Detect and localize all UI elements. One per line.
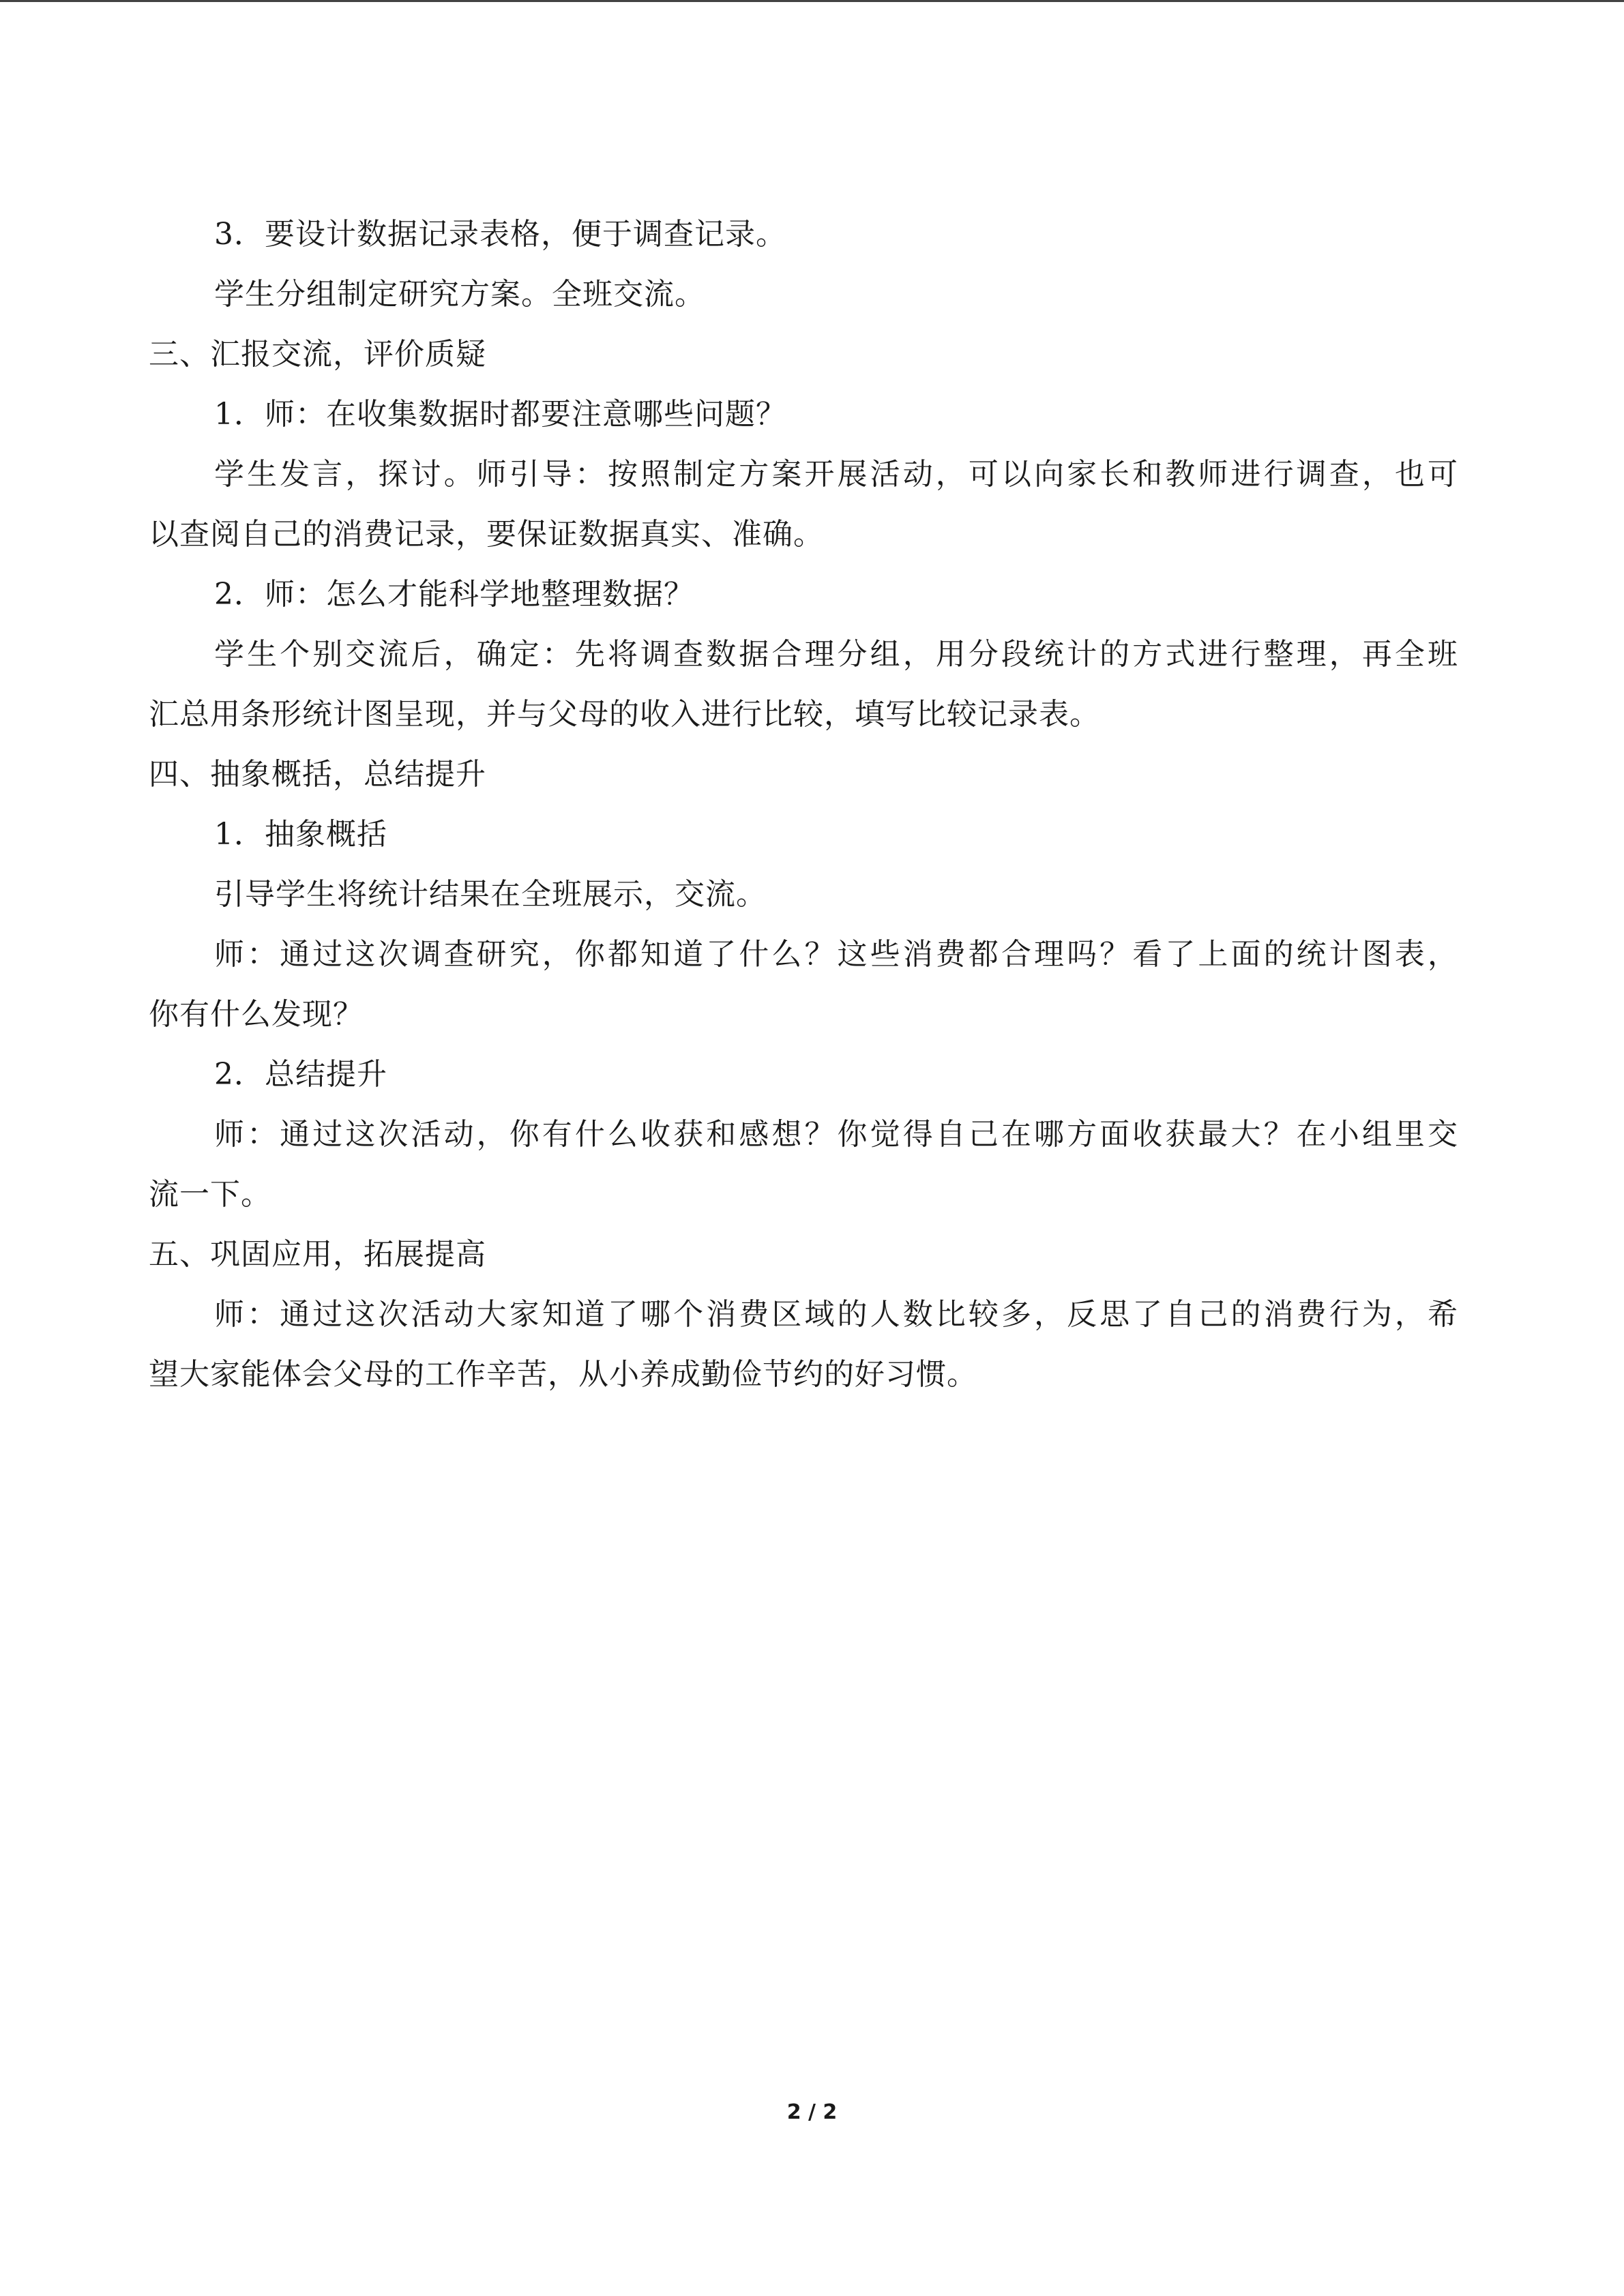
text-line: 你有什么发现？ bbox=[149, 997, 364, 1032]
text-line: 1．师：在收集数据时都要注意哪些问题？ bbox=[214, 397, 786, 432]
text-line: 3．要设计数据记录表格，便于调查记录。 bbox=[214, 217, 786, 252]
text-line: 师：通过这次调查研究，你都知道了什么？这些消费都合理吗？看了上面的统计图表， bbox=[214, 937, 1458, 972]
text-line: 五、巩固应用，拓展提高 bbox=[149, 1237, 486, 1272]
text-line: 2．总结提升 bbox=[214, 1057, 387, 1092]
page-top-border bbox=[0, 0, 1624, 2]
text-line: 2．师：怎么才能科学地整理数据？ bbox=[214, 577, 694, 612]
document-body bbox=[149, 205, 1458, 1405]
text-line: 引导学生将统计结果在全班展示，交流。 bbox=[214, 877, 767, 912]
text-line: 汇总用条形统计图呈现，并与父母的收入进行比较，填写比较记录表。 bbox=[149, 697, 1100, 732]
text-line: 师：通过这次活动，你有什么收获和感想？你觉得自己在哪方面收获最大？在小组里交 bbox=[214, 1117, 1458, 1152]
text-line: 望大家能体会父母的工作辛苦，从小养成勤俭节约的好习惯。 bbox=[149, 1357, 977, 1392]
text-line: 三、汇报交流，评价质疑 bbox=[149, 337, 486, 372]
text-line: 学生发言，探讨。师引导：按照制定方案开展活动，可以向家长和教师进行调查，也可 bbox=[214, 457, 1458, 492]
text-line: 流一下。 bbox=[149, 1177, 271, 1212]
text-line: 以查阅自己的消费记录，要保证数据真实、准确。 bbox=[149, 517, 824, 552]
text-line: 1．抽象概括 bbox=[214, 817, 387, 852]
text-line: 学生分组制定研究方案。全班交流。 bbox=[214, 277, 705, 312]
page-number: 2 / 2 bbox=[786, 2100, 838, 2124]
text-line: 学生个别交流后，确定：先将调查数据合理分组，用分段统计的方式进行整理，再全班 bbox=[214, 637, 1458, 672]
text-line: 四、抽象概括，总结提升 bbox=[149, 757, 486, 792]
text-line: 师：通过这次活动大家知道了哪个消费区域的人数比较多，反思了自己的消费行为，希 bbox=[214, 1297, 1458, 1332]
